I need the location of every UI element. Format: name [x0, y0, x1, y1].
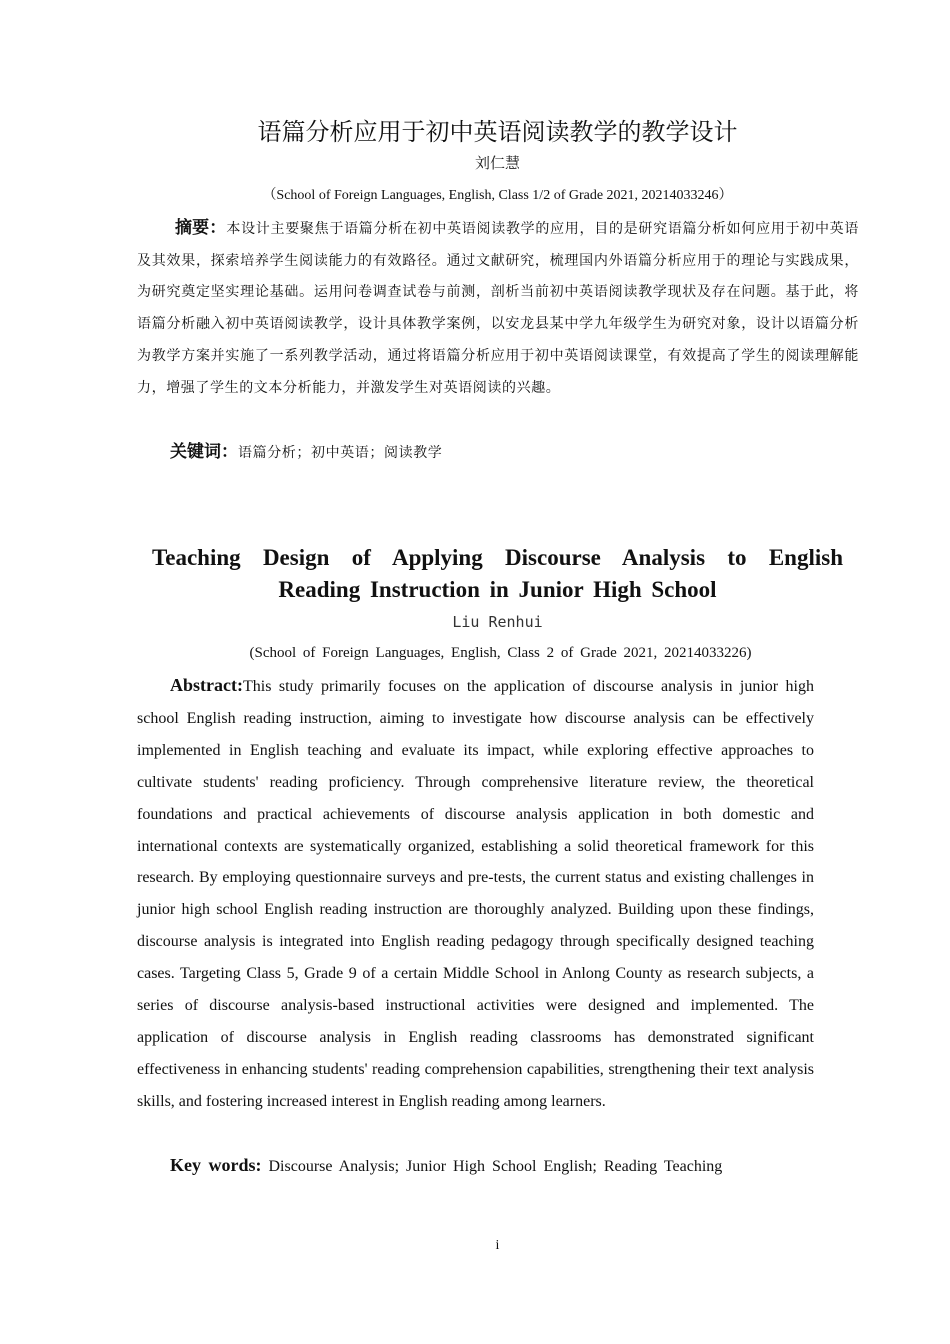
english-abstract-label: Abstract:	[170, 675, 243, 695]
chinese-author: 刘仁慧	[474, 154, 520, 172]
english-keywords-label: Key words:	[170, 1155, 262, 1175]
chinese-abstract	[137, 213, 859, 404]
chinese-affiliation: （School of Foreign Languages, English, Class 1/2 of Grade 2021, 20214033246）	[262, 188, 733, 203]
chinese-keywords-label: 关键词：	[170, 442, 238, 462]
english-abstract	[137, 670, 814, 1118]
english-keywords	[170, 1150, 870, 1182]
chinese-keywords-text: 语篇分析；初中英语；阅读教学	[238, 445, 443, 461]
chinese-keywords	[170, 437, 870, 468]
english-affiliation: (School of Foreign Languages, English, Class 2 of Grade 2021, 20214033226)	[249, 645, 752, 661]
page-number: i	[495, 1238, 500, 1253]
english-keywords-text: Discourse Analysis; Junior High School English; Reading Teaching	[268, 1158, 723, 1175]
chinese-title: 语篇分析应用于初中英语阅读教学的教学设计	[257, 118, 738, 146]
english-abstract-text: This study primarily focuses on the application of discourse analysis in junior high school English reading instruction, aiming to investigate how discourse analysis can be effectively implemented in English teaching and evaluate its impact, while exploring effective approaches to cultivate students' reading proficiency. Through comprehensive literature review, the theoretical foundations and practical achievements of discourse analysis application in both domestic and international contexts are systematically organized, establishing a solid theoretical framework for this research. By employing questionnaire surveys and pre-tests, the current status and existing challenges in junior high school English reading instruction are thoroughly analyzed. Building upon these findings, discourse analysis is integrated into English reading pedagogy through specifically designed teaching cases. Targeting Class 5, Grade 9 of a certain Middle School in Anlong County as research subjects, a series of discourse analysis-based instructional activities were designed and implemented. The application of discourse analysis in English reading classrooms has demonstrated significant effectiveness in enhancing students' reading comprehension capabilities, strengthening their text analysis skills, and fostering increased interest in English reading among learners.	[137, 678, 814, 1110]
english-author: Liu Renhui	[452, 613, 543, 631]
chinese-abstract-text: 本设计主要聚焦于语篇分析在初中英语阅读教学的应用，目的是研究语篇分析如何应用于初中英语及其效果，探索培养学生阅读能力的有效路径。通过文献研究，梳理国内外语篇分析应用于的理论与实践成果，为研究奠定坚实理论基础。运用问卷调查试卷与前测，剖析当前初中英语阅读教学现状及存在问题。基于此，将语篇分析融入初中英语阅读教学，设计具体教学案例，以安龙县某中学九年级学生为研究对象，设计以语篇分析为教学方案并实施了一系列教学活动，通过将语篇分析应用于初中英语阅读课堂，有效提高了学生的阅读理解能力，增强了学生的文本分析能力，并激发学生对英语阅读的兴趣。	[137, 221, 859, 396]
chinese-abstract-label: 摘要：	[175, 218, 227, 238]
english-title: Teaching Design of Applying Discourse Analysis to English Reading Instruction in Junior High School	[152, 545, 843, 602]
